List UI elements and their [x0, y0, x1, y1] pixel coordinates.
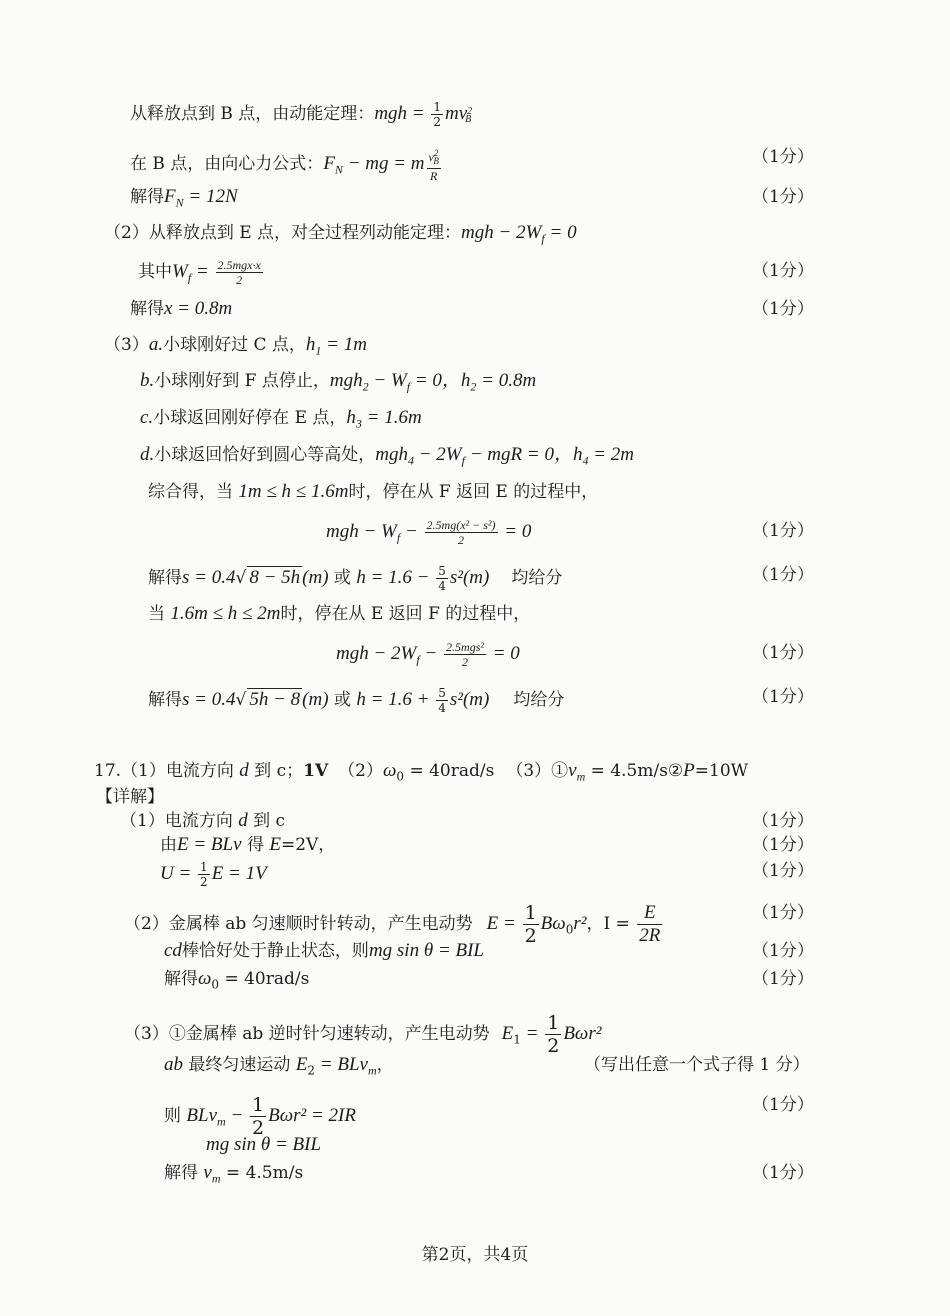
fraction: $\frac{1}{2}$ — [547, 1012, 560, 1057]
score-label: （1分） — [752, 521, 814, 541]
q16-line-10: d.小球返回恰好到圆心等高处，$mgh_4 - 2W_f$ − mgR = 0，$h_4 = 2m$ — [140, 444, 635, 468]
q16-line-15: mgh − $2W_f$ − $\frac{\text{2.5mgs²}}{2}$ = 0 — [336, 640, 520, 669]
q17-heading: 17.（1）电流方向 d 到 c；1V $(2)\omega_0 = 40rad/s$ $(3)①v_m$ = 4.5m/s②P=10W — [94, 760, 749, 784]
score-label: （1分） — [752, 261, 814, 281]
detail-heading: 【详解】 — [96, 787, 164, 807]
page-footer: 第2页，共4页 — [421, 1245, 529, 1265]
q16-line-1: 从释放点到 B 点，由动能定理：mgh = $\frac{1}{2}$ $mv^2_B$ — [130, 100, 473, 129]
q17-part1-line-3: U = $\frac{1}{2}$ E = 1V — [160, 860, 267, 889]
q16-line-13: 解得s = 0.4√ 8 − 5h (m) 或 h = 1.6 − $\frac{5}{4}$ s²(m) 均给分 — [148, 564, 563, 593]
q16-line-2: 在 B 点，由向心力公式：$F_N$ − mg = m $\frac{v^2_B}{R}$ — [130, 148, 439, 184]
score-label: （1分） — [752, 565, 814, 585]
fraction: $\frac{5}{4}$ — [438, 686, 446, 715]
q16-line-4: （2）从释放点到 E 点，对全过程列动能定理：mgh − $2W_f = 0$ — [104, 222, 577, 246]
fraction: $\frac{1}{2}$ — [252, 1094, 265, 1139]
q16-line-5: 其中$W_f$ = $\frac{\text{2.5mgx·x}}{2}$ — [138, 258, 261, 287]
score-label: （1分） — [752, 969, 814, 989]
q17-part1-line-2: 由E = BLv 得 E=2V， — [160, 834, 336, 855]
q17-part2-line-1: （2）金属棒 ab 匀速顺时针转动，产生电动势 E = $\frac{1}{2}$ $B\omega_0r^2$，I = $\frac{E}{2R}$ — [124, 902, 661, 947]
q17-part2-line-2: cd棒恰好处于静止状态，则mg sin θ = BIL — [164, 940, 484, 961]
q16-line-3: 解得$F_N = 12N$ — [130, 186, 238, 210]
q17-part1-line-1: （1）电流方向 d 到 c — [120, 810, 286, 831]
score-label: （1分） — [752, 1095, 814, 1115]
score-note: （写出任意一个式子得 1 分） — [584, 1055, 810, 1075]
q16-line-6: 解得x = 0.8m — [130, 298, 233, 319]
score-label: （1分） — [752, 299, 814, 319]
fraction: $\frac{1}{2}$ — [200, 860, 208, 889]
q16-line-12: mgh − $W_f$ − $\frac{\text{2.5mg(x² − s²)}}{2}$ = 0 — [326, 518, 532, 547]
q16-line-14: 当 1.6m ≤ h ≤ 2m时，停在从 E 返回 F 的过程中， — [148, 603, 531, 624]
q16-line-7: （3）a.小球刚好过 C 点，$h_1 = 1m$ — [104, 334, 367, 358]
fraction: $\frac{\text{2.5mg(x² − s²)}}{2}$ — [426, 518, 496, 547]
score-label: （1分） — [752, 903, 814, 923]
q17-part3-line-3: 则 BLv$_m$ − $\frac{1}{2}$ Bωr² = 2IR — [164, 1094, 356, 1139]
q16-line-8: b.小球刚好到 F 点停止，$mgh_2 - W_f = 0$，$h_2 = 0.8m$ — [140, 370, 537, 394]
q16-line-9: c.小球返回刚好停在 E 点，$h_3 = 1.6m$ — [140, 407, 422, 431]
score-label: （1分） — [752, 835, 814, 855]
score-label: （1分） — [752, 941, 814, 961]
q17-part3-line-5: 解得 $v_m = 4.5m/s$ — [164, 1162, 304, 1186]
fraction: $\frac{\text{2.5mgs²}}{2}$ — [446, 640, 484, 669]
score-label: （1分） — [752, 811, 814, 831]
fraction: $\frac{E}{2R}$ — [639, 902, 661, 946]
score-label: （1分） — [752, 643, 814, 663]
fraction: $\frac{v^2_B}{R}$ — [428, 148, 439, 184]
q16-line-16: 解得s = 0.4√ 5h − 8 (m) 或 h = 1.6 + $\frac{5}{4}$ s²(m) 均给分 — [148, 686, 565, 715]
score-label: （1分） — [752, 861, 814, 881]
fraction: $\frac{1}{2}$ — [524, 902, 537, 947]
q17-part2-line-3: 解得$\omega_0 = 40rad/s$ — [164, 968, 310, 992]
score-label: （1分） — [752, 187, 814, 207]
q16-line-11: 综合得，当 1m ≤ h ≤ 1.6m时，停在从 F 返回 E 的过程中， — [148, 481, 599, 502]
fraction: $\frac{1}{2}$ — [433, 100, 441, 129]
score-label: （1分） — [752, 147, 814, 167]
q17-part3-line-4: mg sin θ = BIL — [206, 1134, 322, 1155]
score-label: （1分） — [752, 687, 814, 707]
fraction: $\frac{5}{4}$ — [438, 564, 446, 593]
q17-part3-line-1: （3）①金属棒 ab 逆时针匀速转动，产生电动势 $E_1$ = $\frac{1}{2}$ Bωr² — [124, 1012, 602, 1057]
fraction: $\frac{\text{2.5mgx·x}}{2}$ — [217, 258, 261, 287]
q17-part3-line-2: ab 最终匀速运动 $E_2 = BLv_m$， — [164, 1054, 394, 1078]
score-label: （1分） — [752, 1163, 814, 1183]
